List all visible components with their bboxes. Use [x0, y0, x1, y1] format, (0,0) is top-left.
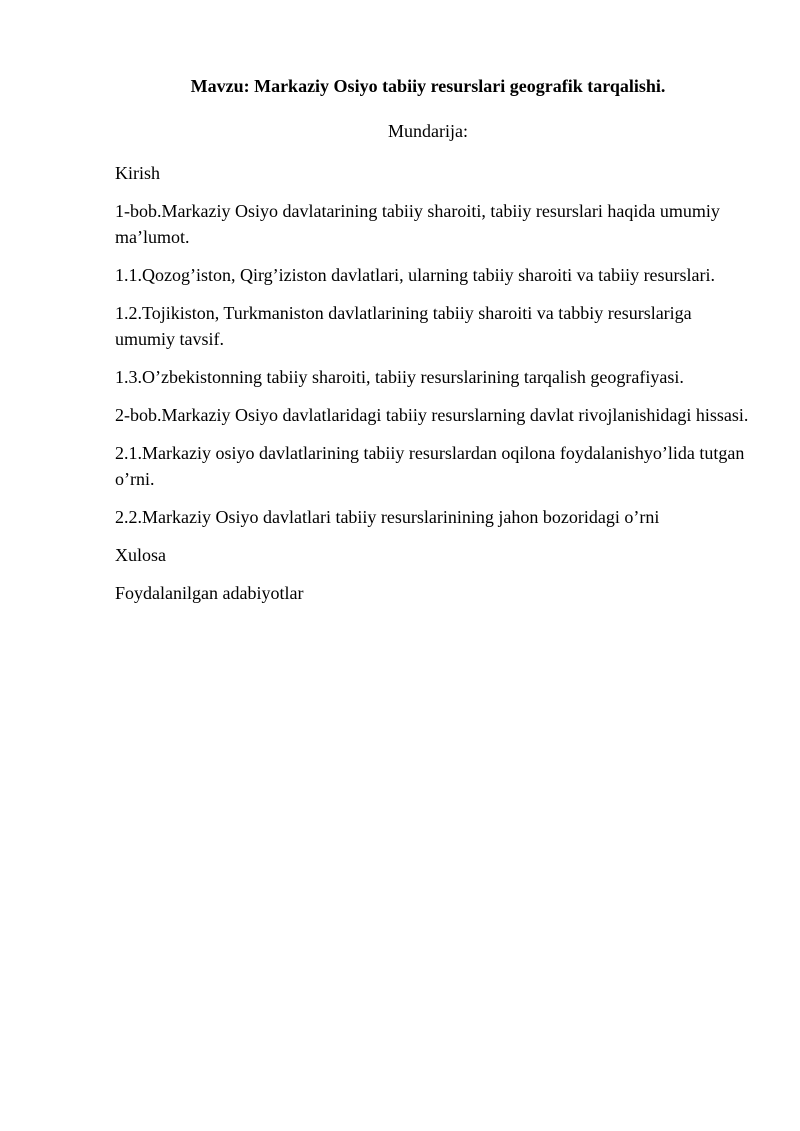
- toc-item: Xulosa: [115, 545, 166, 565]
- toc-item: 1.3.O’zbekistonning tabiiy sharoiti, tabiiy resurslarining tarqalish geografiyasi.: [115, 367, 684, 387]
- toc-item: 1.1.Qozog’iston, Qirg’iziston davlatlari, ularning tabiiy sharoiti va tabiiy resurslari.: [115, 265, 716, 285]
- toc-heading: Mundarija:: [388, 121, 468, 141]
- table-of-contents: [115, 160, 755, 618]
- toc-item: 1-bob.Markaziy Osiyo davlatarining tabiiy sharoiti, tabiiy resurslari haqida umumiy ma’lumot.: [115, 201, 720, 247]
- toc-item: 1.2.Tojikiston, Turkmaniston davlatlarining tabiiy sharoiti va tabbiy resurslariga umumiy tavsif.: [115, 303, 692, 349]
- document-title: Mavzu: Markaziy Osiyo tabiiy resurslari geografik tarqalishi.: [190, 76, 666, 96]
- toc-item: 2-bob.Markaziy Osiyo davlatlaridagi tabiiy resurslarning davlat rivojlanishidagi hissasi.: [115, 405, 749, 425]
- toc-item: Kirish: [115, 163, 160, 183]
- toc-item: 2.1.Markaziy osiyo davlatlarining tabiiy resurslardan oqilona foydalanishyo’lida tutgan o’rni.: [115, 443, 745, 489]
- toc-item: Foydalanilgan adabiyotlar: [115, 583, 304, 603]
- toc-item: 2.2.Markaziy Osiyo davlatlari tabiiy resurslarinining jahon bozoridagi o’rni: [115, 507, 660, 527]
